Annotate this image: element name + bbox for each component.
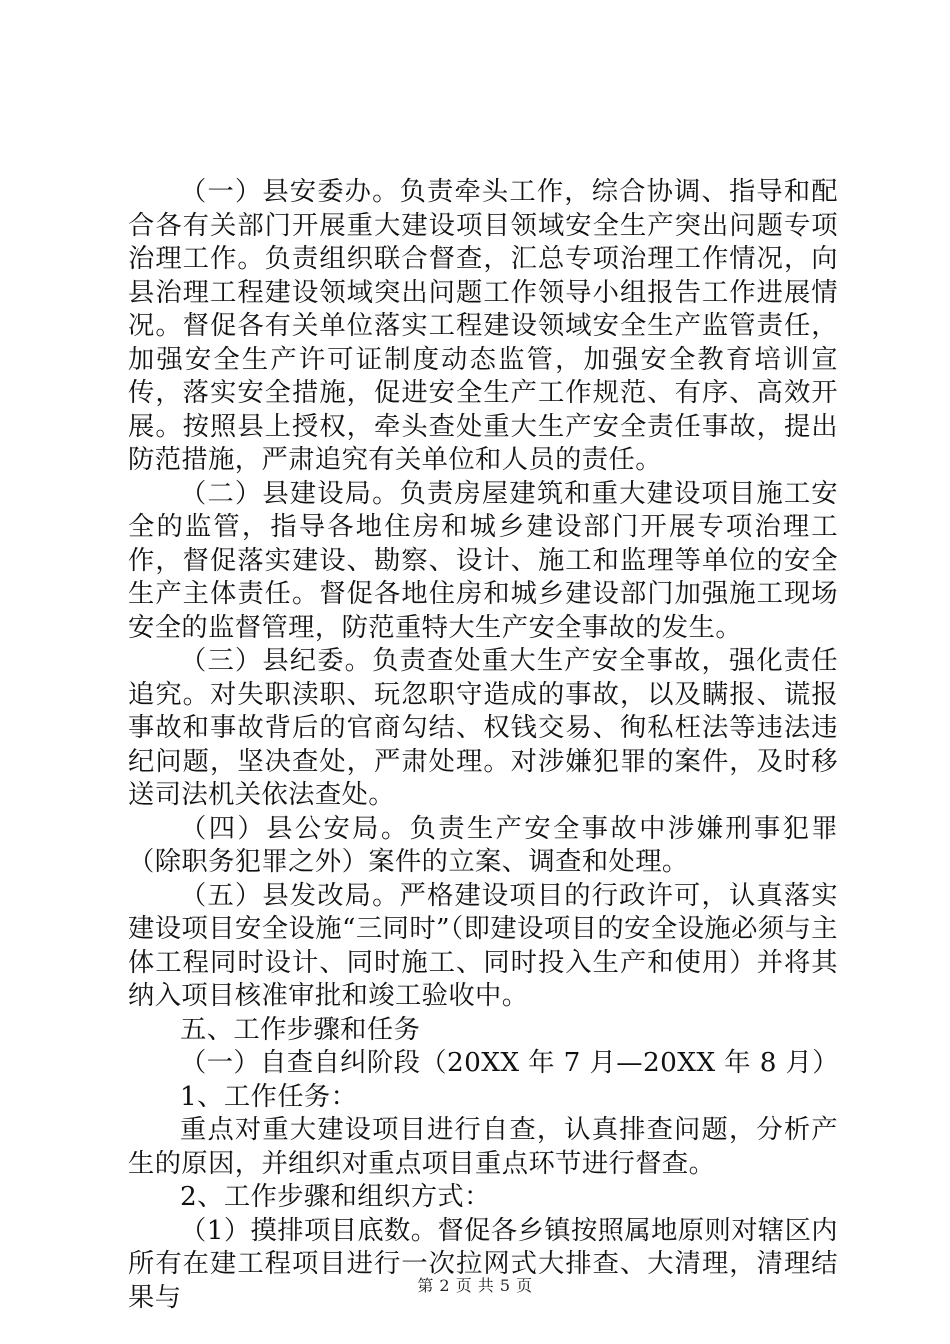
paragraph-project-survey: （1）摸排项目底数。督促各乡镇按照属地原则对辖区内所有在建工程项目进行一次拉网式大排查、大清理，清理结果与: [128, 1215, 838, 1313]
paragraph-county-construction-bureau: （二）县建设局。负责房屋建筑和重大建设项目施工安全的监管，指导各地住房和城乡建设部门开展专项治理工作，督促落实建设、勘察、设计、施工和监理等单位的安全生产主体责任。督促各地住房和城乡建设部门加强施工现场安全的监督管理，防范重特大生产安全事故的发生。: [128, 478, 838, 643]
paragraph-county-development-reform: （五）县发改局。严格建设项目的行政许可，认真落实建设项目安全设施“三同时”（即建设项目的安全设施必须与主体工程同时设计、同时施工、同时投入生产和使用）并将其纳入项目核准审批和竣工验收中。: [128, 880, 838, 1011]
paragraph-county-public-security: （四）县公安局。负责生产安全事故中涉嫌刑事犯罪（除职务犯罪之外）案件的立案、调查和处理。: [128, 813, 838, 877]
section-heading-work-steps: 五、工作步骤和任务: [180, 1014, 421, 1045]
document-body: [128, 176, 838, 1315]
subsection-heading-self-check-phase: （一）自查自纠阶段（20XX 年 7 月—20XX 年 8 月）: [180, 1048, 839, 1078]
item-heading-steps-and-organization: 2、工作步骤和组织方式：: [180, 1182, 491, 1212]
paragraph-county-safety-office: （一）县安委办。负责牵头工作，综合协调、指导和配合各有关部门开展重大建设项目领域安全生产突出问题专项治理工作。负责组织联合督查，汇总专项治理工作情况，向县治理工程建设领域突出问题工作领导小组报告工作进展情况。督促各有关单位落实工程建设领域安全生产监管责任，加强安全生产许可证制度动态监管，加强安全教育培训宣传，落实安全措施，促进安全生产工作规范、有序、高效开展。按照县上授权，牵头查处重大生产安全责任事故，提出防范措施，严肃追究有关单位和人员的责任。: [128, 177, 838, 475]
paragraph-county-discipline-committee: （三）县纪委。负责查处重大生产安全事故，强化责任追究。对失职渎职、玩忽职守造成的事故，以及瞒报、谎报事故和事故背后的官商勾结、权钱交易、徇私枉法等违法违纪问题，坚决查处，严肃处理。对涉嫌犯罪的案件，及时移送司法机关依法查处。: [128, 646, 838, 810]
paragraph-work-tasks: 重点对重大建设项目进行自查，认真排查问题，分析产生的原因，并组织对重点项目重点环节进行督查。: [128, 1115, 838, 1179]
page-number-footer: 第 2 页 共 5 页: [417, 1276, 533, 1295]
item-heading-work-tasks: 1、工作任务：: [180, 1081, 358, 1112]
